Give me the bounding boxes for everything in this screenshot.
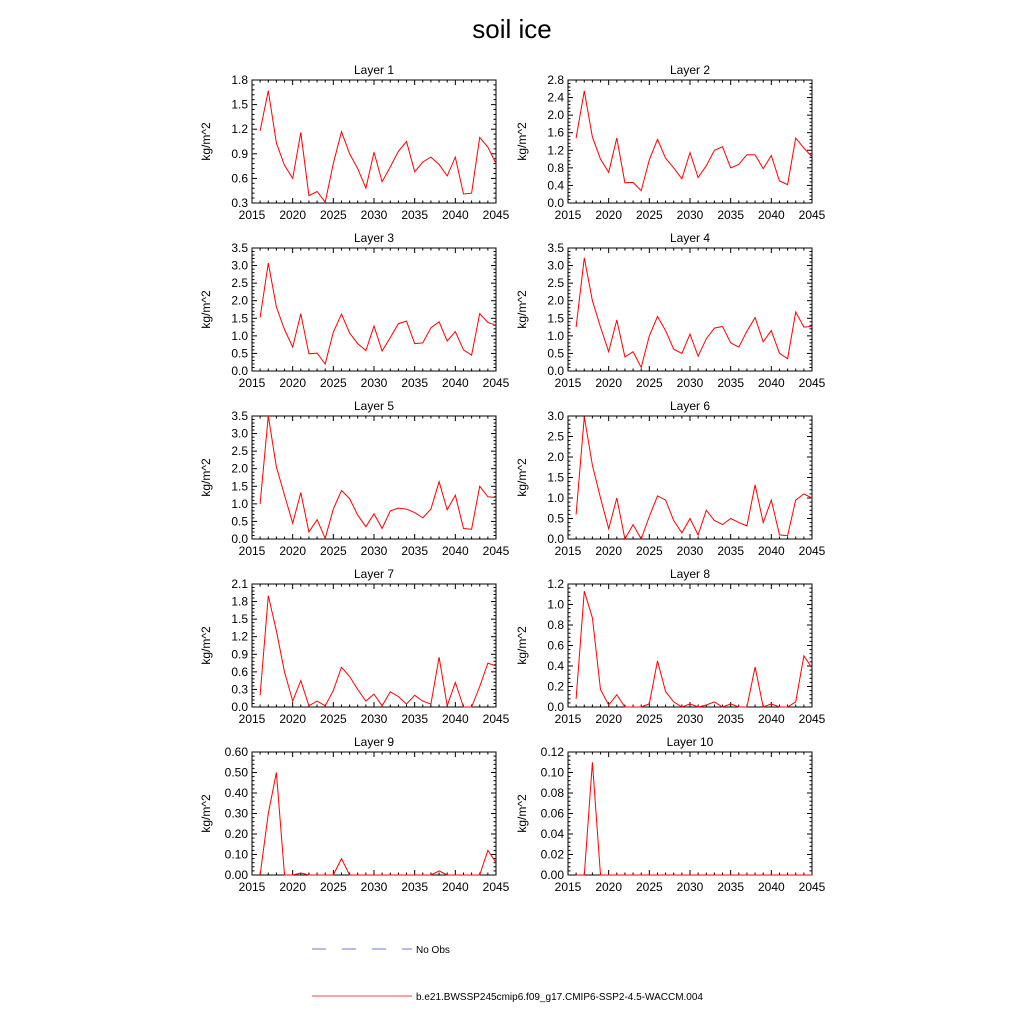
y-tick-label: 0.5 (547, 346, 564, 361)
x-tick-label: 2030 (360, 544, 388, 558)
x-tick-label: 2020 (279, 712, 307, 726)
x-tick-label: 2020 (279, 208, 307, 222)
x-tick-label: 2035 (717, 376, 745, 390)
chart-panel-4 (515, 231, 826, 390)
x-tick-label: 2030 (676, 544, 704, 558)
chart-panel-6 (515, 399, 826, 558)
y-tick-label: 1.5 (231, 97, 248, 112)
x-tick-label: 2030 (676, 880, 704, 894)
y-tick-label: 2.5 (547, 429, 564, 444)
y-tick-label: 0.0 (231, 532, 248, 546)
y-tick-label: 0.60 (224, 745, 248, 759)
x-tick-label: 2025 (635, 712, 663, 726)
x-tick-label: 2045 (482, 208, 510, 222)
x-tick-label: 2025 (319, 544, 347, 558)
y-tick-label: 2.0 (547, 108, 564, 123)
y-tick-label: 0.3 (231, 196, 248, 210)
x-tick-label: 2035 (401, 712, 429, 726)
plot-frame (568, 584, 812, 707)
panel-title: Layer 5 (353, 399, 395, 413)
y-tick-label: 1.8 (231, 73, 248, 87)
y-tick-label: 0.08 (540, 786, 564, 800)
series-line (576, 91, 812, 191)
y-axis-label: kg/m^2 (515, 794, 529, 833)
x-tick-label: 2040 (757, 208, 785, 222)
plot-frame (252, 80, 496, 203)
y-tick-label: 3.5 (547, 241, 564, 255)
y-tick-label: 2.0 (231, 461, 248, 476)
x-tick-label: 2040 (441, 712, 469, 726)
x-tick-label: 2025 (319, 880, 347, 894)
y-tick-label: 3.0 (547, 258, 564, 273)
y-tick-label: 3.5 (231, 409, 248, 423)
y-tick-label: 0.2 (547, 679, 564, 694)
x-tick-label: 2020 (279, 376, 307, 390)
x-tick-label: 2045 (482, 544, 510, 558)
x-tick-label: 2015 (238, 544, 266, 558)
x-tick-label: 2040 (757, 376, 785, 390)
series-line (260, 91, 496, 203)
plot-frame (568, 80, 812, 203)
panel-title: Layer 8 (669, 567, 711, 581)
y-axis-label: kg/m^2 (199, 626, 213, 665)
y-tick-label: 1.5 (231, 311, 248, 326)
x-tick-label: 2035 (401, 880, 429, 894)
y-tick-label: 1.5 (231, 612, 248, 627)
x-tick-label: 2015 (238, 712, 266, 726)
y-tick-label: 2.1 (231, 577, 248, 591)
y-tick-label: 0.0 (547, 196, 564, 210)
y-tick-label: 3.5 (231, 241, 248, 255)
plot-frame (252, 416, 496, 539)
x-tick-label: 2025 (635, 880, 663, 894)
y-tick-label: 0.10 (224, 847, 248, 862)
x-tick-label: 2015 (554, 208, 582, 222)
y-tick-label: 0.02 (540, 847, 564, 862)
y-tick-label: 1.0 (547, 491, 564, 505)
panel-title: Layer 9 (353, 735, 395, 749)
y-tick-label: 0.30 (224, 806, 248, 821)
y-axis-label: kg/m^2 (515, 290, 529, 329)
x-tick-label: 2040 (441, 208, 469, 222)
x-tick-label: 2030 (676, 712, 704, 726)
y-tick-label: 0.12 (540, 745, 564, 759)
x-tick-label: 2025 (319, 712, 347, 726)
x-tick-label: 2035 (401, 376, 429, 390)
plot-frame (568, 752, 812, 875)
x-tick-label: 2020 (279, 880, 307, 894)
chart-panel-8 (515, 567, 826, 726)
x-tick-label: 2040 (757, 544, 785, 558)
y-tick-label: 0.9 (231, 146, 248, 161)
panel-title: Layer 10 (666, 735, 714, 749)
x-tick-label: 2035 (717, 880, 745, 894)
y-tick-label: 1.0 (547, 328, 564, 343)
chart-panel-3 (199, 231, 510, 390)
y-tick-label: 0.0 (547, 700, 564, 714)
y-tick-label: 1.2 (547, 143, 564, 158)
y-tick-label: 0.6 (231, 171, 248, 186)
y-axis-label: kg/m^2 (515, 458, 529, 497)
x-tick-label: 2015 (554, 712, 582, 726)
x-tick-label: 2045 (798, 544, 826, 558)
x-tick-label: 2030 (360, 208, 388, 222)
plot-frame (252, 752, 496, 875)
y-tick-label: 2.8 (547, 73, 564, 87)
x-tick-label: 2045 (482, 880, 510, 894)
y-axis-label: kg/m^2 (199, 794, 213, 833)
page-title: soil ice (472, 14, 552, 44)
y-tick-label: 0.5 (547, 511, 564, 526)
x-tick-label: 2045 (798, 376, 826, 390)
x-tick-label: 2030 (360, 712, 388, 726)
y-tick-label: 3.0 (231, 426, 248, 441)
x-tick-label: 2020 (595, 712, 623, 726)
y-tick-label: 0.6 (547, 638, 564, 653)
chart-panel-1 (199, 63, 510, 222)
y-tick-label: 0.10 (540, 765, 564, 780)
y-tick-label: 1.2 (231, 629, 248, 644)
x-tick-label: 2015 (238, 376, 266, 390)
y-tick-label: 0.8 (547, 618, 564, 632)
series-line (260, 416, 496, 538)
panel-title: Layer 7 (353, 567, 395, 581)
series-line (576, 417, 812, 539)
x-tick-label: 2035 (717, 208, 745, 222)
y-tick-label: 0.06 (540, 806, 564, 821)
y-tick-label: 0.4 (547, 659, 564, 673)
series-line (576, 591, 812, 707)
y-tick-label: 1.5 (231, 479, 248, 494)
series-line (260, 596, 496, 707)
x-tick-label: 2040 (441, 376, 469, 390)
x-tick-label: 2020 (595, 880, 623, 894)
y-tick-label: 1.0 (547, 597, 564, 612)
x-tick-label: 2040 (757, 712, 785, 726)
y-axis-label: kg/m^2 (199, 290, 213, 329)
x-tick-label: 2030 (360, 376, 388, 390)
x-tick-label: 2045 (798, 712, 826, 726)
y-tick-label: 0.9 (231, 647, 248, 662)
x-tick-label: 2045 (482, 712, 510, 726)
x-tick-label: 2040 (441, 544, 469, 558)
panel-title: Layer 4 (669, 231, 711, 245)
y-tick-label: 1.6 (547, 125, 564, 140)
y-tick-label: 1.5 (547, 311, 564, 326)
y-axis-label: kg/m^2 (199, 458, 213, 497)
series-line (576, 762, 812, 875)
panel-title: Layer 1 (353, 63, 395, 77)
x-tick-label: 2040 (757, 880, 785, 894)
x-tick-label: 2040 (441, 880, 469, 894)
y-tick-label: 1.8 (231, 594, 248, 609)
x-tick-label: 2015 (554, 376, 582, 390)
x-tick-label: 2045 (798, 208, 826, 222)
y-tick-label: 0.00 (540, 868, 564, 882)
panel-title: Layer 3 (353, 231, 395, 245)
y-tick-label: 0.50 (224, 765, 248, 780)
y-tick-label: 2.0 (231, 293, 248, 308)
legend-label-no-obs: No Obs (416, 945, 450, 956)
y-axis-label: kg/m^2 (199, 122, 213, 161)
chart-panel-9 (199, 735, 510, 894)
y-tick-label: 0.40 (224, 786, 248, 800)
x-tick-label: 2035 (717, 712, 745, 726)
x-tick-label: 2015 (554, 544, 582, 558)
y-tick-label: 3.0 (547, 409, 564, 423)
panel-title: Layer 2 (669, 63, 711, 77)
panel-title: Layer 6 (669, 399, 711, 413)
x-tick-label: 2035 (717, 544, 745, 558)
y-tick-label: 0.8 (547, 160, 564, 175)
legend (312, 945, 703, 1003)
y-tick-label: 0.04 (540, 827, 564, 841)
y-tick-label: 2.5 (231, 444, 248, 459)
x-tick-label: 2025 (635, 544, 663, 558)
y-tick-label: 0.0 (547, 532, 564, 546)
y-tick-label: 0.5 (231, 346, 248, 361)
y-tick-label: 1.0 (231, 328, 248, 343)
chart-panel-10 (515, 735, 826, 894)
y-tick-label: 2.5 (231, 276, 248, 291)
chart-panel-7 (199, 567, 510, 726)
y-tick-label: 0.00 (224, 868, 248, 882)
x-tick-label: 2025 (319, 376, 347, 390)
series-line (260, 773, 496, 876)
y-tick-label: 0.0 (231, 364, 248, 378)
x-tick-label: 2030 (360, 880, 388, 894)
y-tick-label: 0.4 (547, 178, 564, 193)
y-tick-label: 0.0 (231, 700, 248, 714)
y-axis-label: kg/m^2 (515, 626, 529, 665)
y-tick-label: 2.5 (547, 276, 564, 291)
x-tick-label: 2030 (676, 208, 704, 222)
x-tick-label: 2045 (798, 880, 826, 894)
y-tick-label: 1.2 (547, 577, 564, 591)
y-tick-label: 0.20 (224, 827, 248, 841)
chart-panel-2 (515, 63, 826, 222)
x-tick-label: 2015 (554, 880, 582, 894)
plot-frame (568, 416, 812, 539)
y-tick-label: 2.4 (547, 90, 564, 105)
x-tick-label: 2035 (401, 544, 429, 558)
y-tick-label: 1.5 (547, 470, 564, 485)
x-tick-label: 2035 (401, 208, 429, 222)
x-tick-label: 2020 (595, 544, 623, 558)
x-tick-label: 2045 (482, 376, 510, 390)
x-tick-label: 2025 (319, 208, 347, 222)
x-tick-label: 2020 (595, 208, 623, 222)
x-tick-label: 2015 (238, 880, 266, 894)
y-tick-label: 0.3 (231, 682, 248, 697)
chart-panel-5 (199, 399, 510, 558)
y-tick-label: 0.5 (231, 514, 248, 529)
y-tick-label: 1.2 (231, 122, 248, 137)
x-tick-label: 2025 (635, 208, 663, 222)
x-tick-label: 2030 (676, 376, 704, 390)
legend-label-model: b.e21.BWSSP245cmip6.f09_g17.CMIP6-SSP2-4.5-WACCM.004 (416, 992, 703, 1003)
x-tick-label: 2025 (635, 376, 663, 390)
series-line (576, 258, 812, 368)
y-tick-label: 1.0 (231, 496, 248, 511)
y-tick-label: 3.0 (231, 258, 248, 273)
x-tick-label: 2015 (238, 208, 266, 222)
plot-frame (252, 248, 496, 371)
x-tick-label: 2020 (279, 544, 307, 558)
y-axis-label: kg/m^2 (515, 122, 529, 161)
plot-frame (252, 584, 496, 707)
x-tick-label: 2020 (595, 376, 623, 390)
y-tick-label: 0.6 (231, 664, 248, 679)
y-tick-label: 2.0 (547, 450, 564, 464)
plot-frame (568, 248, 812, 371)
y-tick-label: 2.0 (547, 293, 564, 308)
series-line (260, 263, 496, 364)
y-tick-label: 0.0 (547, 364, 564, 378)
